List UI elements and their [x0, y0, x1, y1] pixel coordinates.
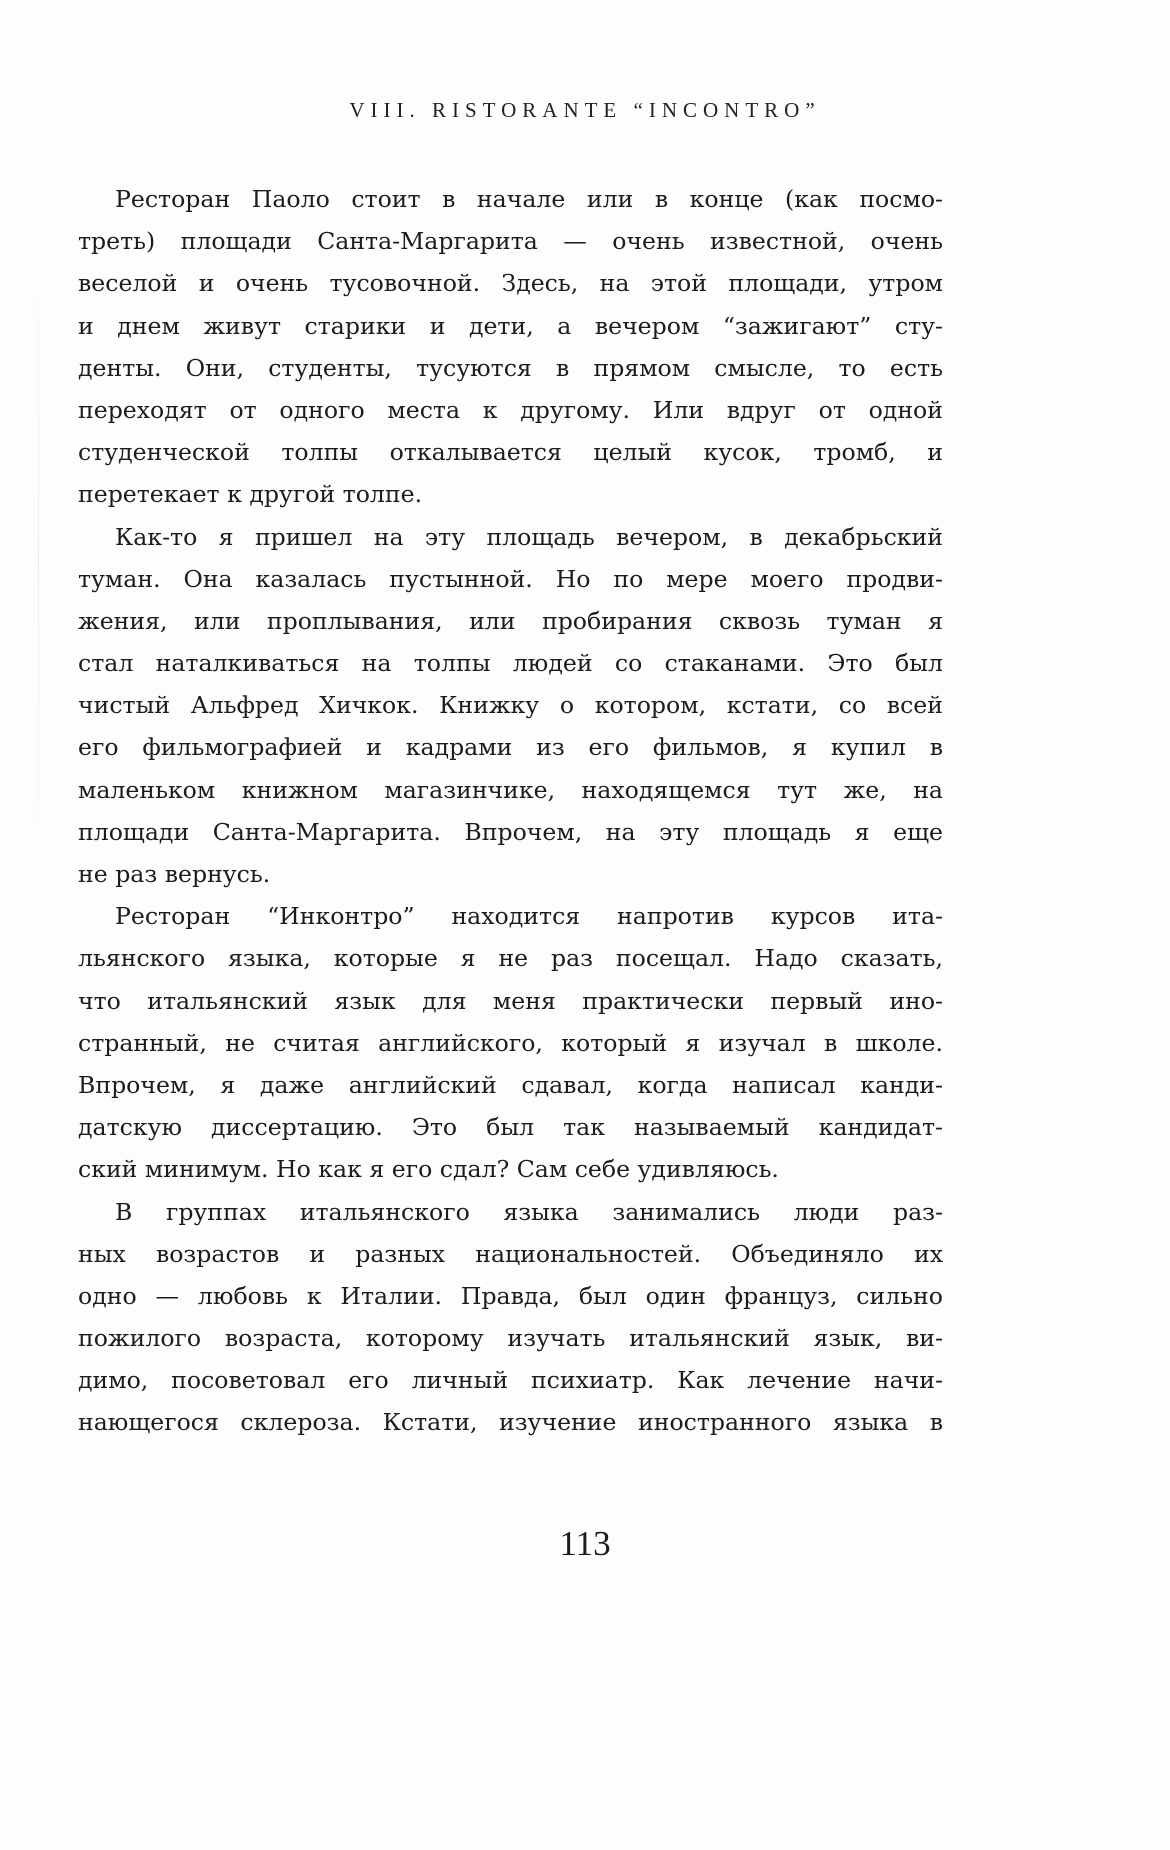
text-line: маленьком книжном магазинчике, находящемся тут же, на: [78, 775, 943, 804]
text-line: Как-то я пришел на эту площадь вечером, в декабрьский: [115, 522, 943, 551]
text-line: денты. Они, студенты, тусуются в прямом смысле, то есть: [78, 353, 943, 382]
page-number: 113: [559, 1524, 611, 1563]
text-line: странный, не считая английского, который я изучал в школе.: [78, 1028, 943, 1057]
text-line: Ресторан Паоло стоит в начале или в конце (как посмо-: [115, 185, 943, 213]
text-line: не раз вернусь.: [78, 860, 271, 888]
text-line: ных возрастов и разных национальностей. Объединяло их: [78, 1239, 943, 1268]
text-line: студенческой толпы откалывается целый кусок, тромб, и: [78, 438, 943, 467]
text-line: одно — любовь к Италии. Правда, был один француз, сильно: [78, 1281, 943, 1310]
text-line: и днем живут старики и дети, а вечером “зажигают” сту-: [78, 311, 943, 340]
text-line: ский минимум. Но как я его сдал? Сам себе удивляюсь.: [78, 1155, 779, 1184]
text-line: льянского языка, которые я не раз посещал. Надо сказать,: [78, 944, 943, 973]
text-line: чистый Альфред Хичкок. Книжку о котором, кстати, со всей: [78, 691, 943, 720]
text-line: димо, посоветовал его личный психиатр. Как лечение начи-: [78, 1366, 943, 1395]
text-line: переходят от одного места к другому. Или вдруг от одной: [78, 395, 943, 424]
running-header: VIII. RISTORANTE “INCONTRO”: [349, 98, 821, 122]
text-line: треть) площади Санта-Маргарита — очень известной, очень: [78, 227, 943, 256]
text-line: Ресторан “Инконтро” находится напротив курсов ита-: [115, 902, 943, 931]
text-line: В группах итальянского языка занимались люди раз-: [115, 1197, 943, 1226]
text-line: туман. Она казалась пустынной. Но по мере моего продви-: [78, 564, 943, 593]
text-line: веселой и очень тусовочной. Здесь, на этой площади, утром: [78, 269, 943, 298]
page-crease-shadow: [38, 210, 39, 910]
text-line: стал наталкиваться на толпы людей со стаканами. Это был: [78, 649, 943, 678]
body-text: [78, 178, 943, 1444]
text-line: площади Санта-Маргарита. Впрочем, на эту площадь я еще: [78, 817, 943, 846]
text-line: Впрочем, я даже английский сдавал, когда написал канди-: [78, 1070, 943, 1099]
text-line: что итальянский язык для меня практически первый ино-: [78, 986, 943, 1015]
text-line: датскую диссертацию. Это был так называемый кандидат-: [78, 1113, 943, 1142]
text-line: пожилого возраста, которому изучать итальянский язык, ви-: [78, 1324, 943, 1353]
text-line: нающегося склероза. Кстати, изучение иностранного языка в: [78, 1408, 943, 1437]
text-line: перетекает к другой толпе.: [78, 480, 423, 509]
text-line: его фильмографией и кадрами из его фильмов, я купил в: [78, 733, 943, 762]
text-line: жения, или проплывания, или пробирания сквозь туман я: [78, 606, 943, 635]
